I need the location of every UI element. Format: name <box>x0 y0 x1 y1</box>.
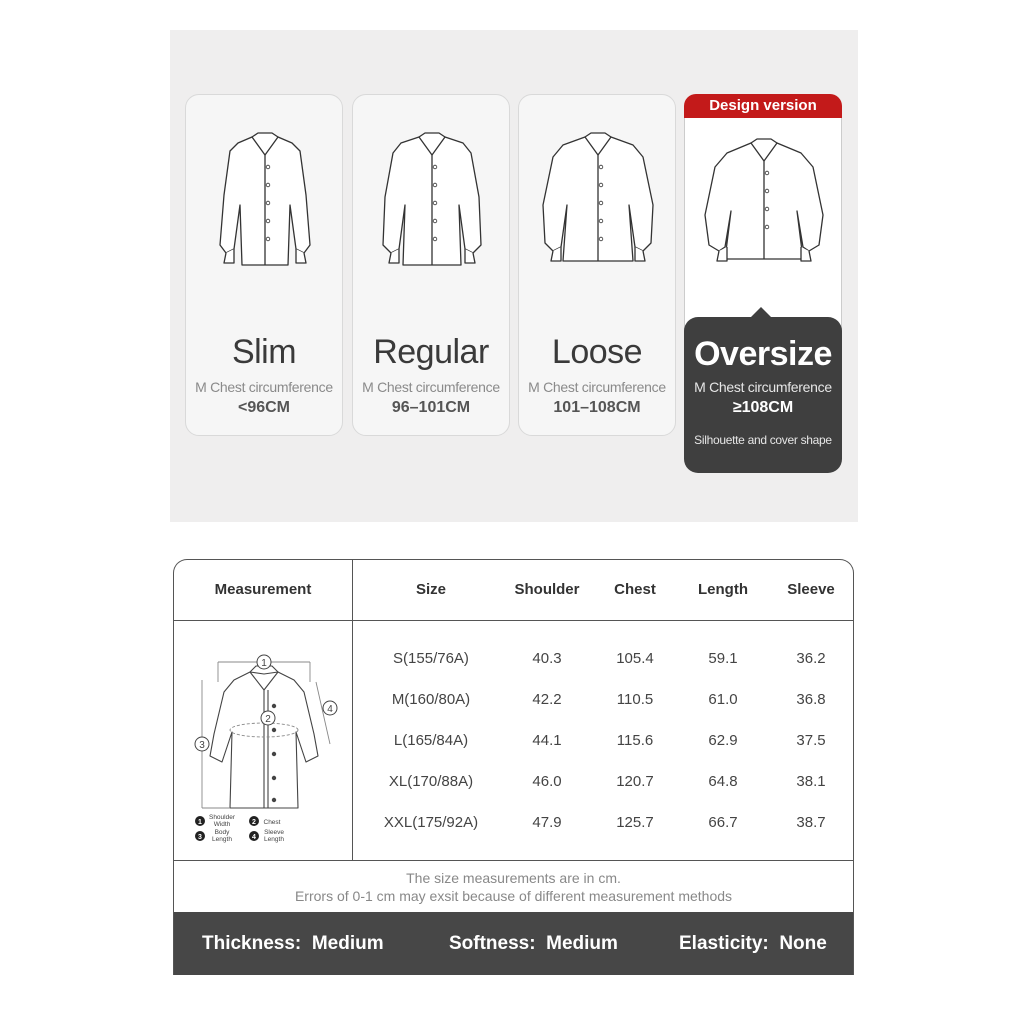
fit-name: Loose <box>551 333 643 371</box>
design-version-banner: Design version <box>684 94 842 118</box>
shoulder-cell: 42.2 <box>532 691 562 708</box>
fit-chest-value: ≥108CM <box>732 399 794 416</box>
spec-label: Elasticity: <box>679 933 769 954</box>
table-header <box>174 560 853 621</box>
marker-1: 1 <box>261 658 267 669</box>
spec-value: Medium <box>311 933 384 954</box>
size-cell: S(155/76A) <box>393 650 469 667</box>
length-cell: 61.0 <box>708 691 738 708</box>
legend-num: 2 <box>252 819 256 826</box>
legend-num: 4 <box>252 834 256 841</box>
chest-cell: 110.5 <box>616 691 654 708</box>
fit-card-oversize <box>684 94 842 447</box>
fit-chest-value: <96CM <box>237 399 291 416</box>
spec-value: Medium <box>546 933 618 954</box>
spec-elasticity <box>679 933 827 955</box>
spec-label: Softness: <box>449 933 536 954</box>
sleeve-cell: 37.5 <box>796 732 826 749</box>
sleeve-cell: 38.1 <box>796 773 826 790</box>
fit-chest-label: M Chest circumference <box>528 379 666 395</box>
sleeve-cell: 38.7 <box>796 814 826 831</box>
fit-card-slim <box>185 94 343 436</box>
column-header: Shoulder <box>514 581 580 598</box>
length-cell: 66.7 <box>708 814 738 831</box>
spec-thickness <box>202 933 384 955</box>
shirt-regular-icon <box>367 125 497 275</box>
fit-name: Oversize <box>694 335 832 373</box>
fit-chest-label: M Chest circumference <box>195 379 333 395</box>
fit-chest-label: M Chest circumference <box>362 379 500 395</box>
legend-label: Length <box>264 836 284 843</box>
legend-label: Width <box>213 821 231 828</box>
legend-num: 1 <box>198 819 202 826</box>
marker-3: 3 <box>199 740 205 751</box>
legend-label: Body <box>214 829 230 836</box>
size-cell: M(160/80A) <box>391 691 471 708</box>
legend-label: Shoulder <box>208 814 236 821</box>
fit-chest-label: M Chest circumference <box>694 379 832 395</box>
fit-name: Regular <box>373 333 489 371</box>
legend-label: Chest <box>263 819 281 826</box>
size-cell: XL(170/88A) <box>388 773 474 790</box>
spec-value: None <box>779 933 827 954</box>
measurement-header: Measurement <box>214 581 312 598</box>
chest-cell: 115.6 <box>616 732 654 749</box>
chest-cell: 105.4 <box>616 650 654 667</box>
size-cell: XXL(175/92A) <box>383 814 479 831</box>
length-cell: 59.1 <box>708 650 738 667</box>
oversize-note: Silhouette and cover shape <box>694 433 832 447</box>
note-line-1: The size measurements are in cm. <box>406 870 621 886</box>
shoulder-cell: 47.9 <box>532 814 562 831</box>
chest-cell: 125.7 <box>616 814 654 831</box>
legend-label: Sleeve <box>264 829 284 836</box>
measurement-note <box>174 860 853 913</box>
legend-num: 3 <box>198 834 202 841</box>
shirt-loose-icon <box>533 125 663 275</box>
size-chart-table <box>173 559 854 975</box>
marker-2: 2 <box>265 714 271 725</box>
column-header: Size <box>415 581 446 598</box>
shirt-slim-icon <box>200 125 330 275</box>
column-header: Sleeve <box>787 581 835 598</box>
sleeve-cell: 36.2 <box>796 650 826 667</box>
fit-chest-value: 96–101CM <box>391 399 471 416</box>
chest-cell: 120.7 <box>616 773 654 790</box>
fabric-spec-bar <box>174 912 853 975</box>
shirt-oversize-icon <box>699 131 829 281</box>
table-body <box>174 620 853 860</box>
sleeve-cell: 36.8 <box>796 691 826 708</box>
length-cell: 64.8 <box>708 773 738 790</box>
fit-card-loose <box>518 94 676 436</box>
measurement-diagram-icon <box>188 636 340 848</box>
marker-4: 4 <box>327 704 333 715</box>
shoulder-cell: 46.0 <box>532 773 562 790</box>
note-line-2: Errors of 0-1 cm may exsit because of different measurement methods <box>294 888 733 904</box>
column-header: Length <box>698 581 748 598</box>
shoulder-cell: 40.3 <box>532 650 562 667</box>
fit-card-regular <box>352 94 510 436</box>
size-cell: L(165/84A) <box>393 732 469 749</box>
shoulder-cell: 44.1 <box>532 732 562 749</box>
pointer-arrow <box>751 307 771 317</box>
legend-label: Length <box>212 836 232 843</box>
fit-comparison-panel <box>170 30 858 522</box>
length-cell: 62.9 <box>708 732 738 749</box>
spec-softness <box>449 933 618 955</box>
spec-label: Thickness: <box>202 933 302 954</box>
column-header: Chest <box>614 581 656 598</box>
fit-name: Slim <box>231 333 297 371</box>
fit-chest-value: 101–108CM <box>553 399 641 416</box>
